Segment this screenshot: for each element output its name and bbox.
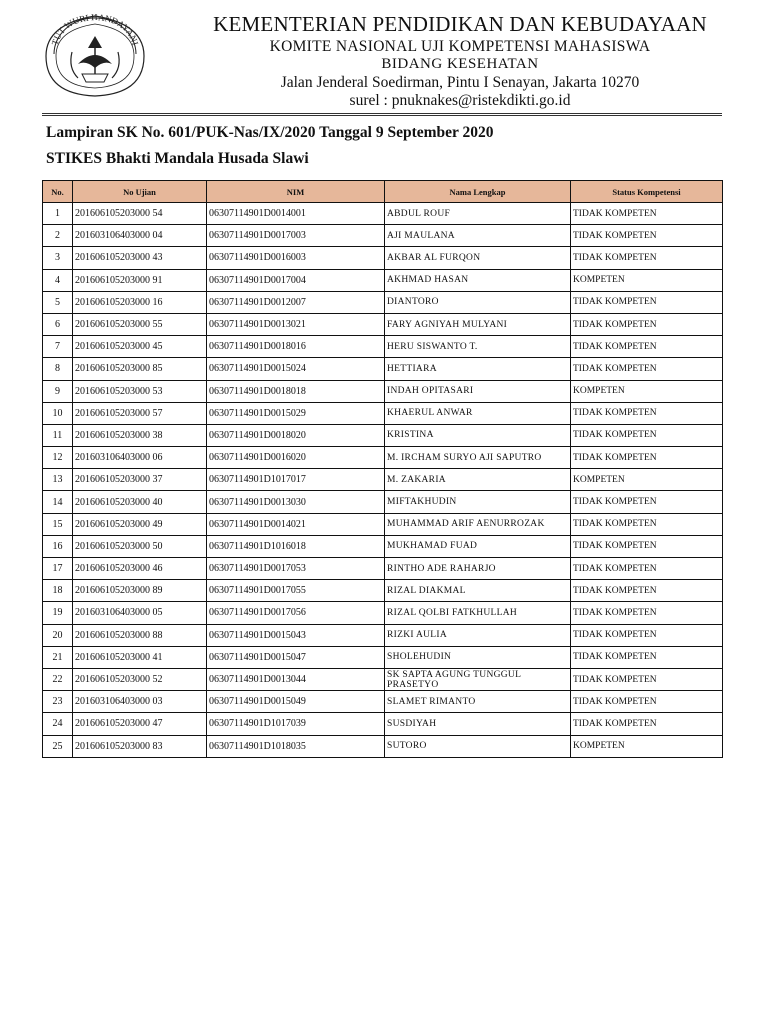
cell-ujian: 201606105203000 38	[73, 424, 207, 446]
table-row	[43, 402, 723, 424]
cell-status: TIDAK KOMPETEN	[571, 247, 723, 269]
cell-nama: SUSDIYAH	[385, 713, 571, 735]
cell-nim: 06307114901D0014021	[207, 513, 385, 535]
cell-nim: 06307114901D0017056	[207, 602, 385, 624]
table-row	[43, 225, 723, 247]
cell-nim: 06307114901D0015049	[207, 691, 385, 713]
table-row	[43, 313, 723, 335]
cell-nama: RIZAL DIAKMAL	[385, 580, 571, 602]
cell-no: 2	[43, 225, 73, 247]
cell-no: 10	[43, 402, 73, 424]
cell-nama: AKBAR AL FURQON	[385, 247, 571, 269]
table-row	[43, 358, 723, 380]
cell-status: KOMPETEN	[571, 380, 723, 402]
cell-nama: AJI MAULANA	[385, 225, 571, 247]
col-status: Status Kompetensi	[571, 181, 723, 203]
col-nama: Nama Lengkap	[385, 181, 571, 203]
cell-nim: 06307114901D0013030	[207, 491, 385, 513]
table-row	[43, 269, 723, 291]
cell-ujian: 201606105203000 54	[73, 203, 207, 225]
cell-ujian: 201606105203000 89	[73, 580, 207, 602]
cell-status: TIDAK KOMPETEN	[571, 646, 723, 668]
table-row	[43, 203, 723, 225]
table-row	[43, 491, 723, 513]
cell-no: 18	[43, 580, 73, 602]
cell-status: TIDAK KOMPETEN	[571, 535, 723, 557]
cell-nim: 06307114901D1017017	[207, 469, 385, 491]
cell-status: TIDAK KOMPETEN	[571, 713, 723, 735]
cell-ujian: 201603106403000 03	[73, 691, 207, 713]
cell-status: TIDAK KOMPETEN	[571, 558, 723, 580]
results-table	[42, 180, 723, 758]
cell-ujian: 201603106403000 05	[73, 602, 207, 624]
cell-status: TIDAK KOMPETEN	[571, 336, 723, 358]
table-row	[43, 735, 723, 757]
col-no-ujian: No Ujian	[73, 181, 207, 203]
cell-ujian: 201606105203000 49	[73, 513, 207, 535]
col-nim: NIM	[207, 181, 385, 203]
cell-no: 12	[43, 447, 73, 469]
cell-no: 7	[43, 336, 73, 358]
cell-status: KOMPETEN	[571, 269, 723, 291]
cell-status: TIDAK KOMPETEN	[571, 580, 723, 602]
cell-nim: 06307114901D0017055	[207, 580, 385, 602]
cell-ujian: 201606105203000 83	[73, 735, 207, 757]
cell-no: 24	[43, 713, 73, 735]
cell-ujian: 201606105203000 46	[73, 558, 207, 580]
header-divider	[42, 113, 722, 114]
table-row	[43, 602, 723, 624]
cell-status: TIDAK KOMPETEN	[571, 203, 723, 225]
cell-nim: 06307114901D1018035	[207, 735, 385, 757]
cell-ujian: 201606105203000 47	[73, 713, 207, 735]
institution-name: STIKES Bhakti Mandala Husada Slawi	[46, 150, 309, 167]
cell-nama: SUTORO	[385, 735, 571, 757]
table-row	[43, 558, 723, 580]
cell-nim: 06307114901D0014001	[207, 203, 385, 225]
cell-ujian: 201606105203000 91	[73, 269, 207, 291]
cell-ujian: 201606105203000 43	[73, 247, 207, 269]
table-row	[43, 424, 723, 446]
cell-nama: MUHAMMAD ARIF AENURROZAK	[385, 513, 571, 535]
cell-nama: FARY AGNIYAH MULYANI	[385, 313, 571, 335]
cell-nama: RIZAL QOLBI FATKHULLAH	[385, 602, 571, 624]
cell-no: 11	[43, 424, 73, 446]
cell-no: 3	[43, 247, 73, 269]
cell-nama: DIANTORO	[385, 291, 571, 313]
cell-nim: 06307114901D0015043	[207, 624, 385, 646]
cell-ujian: 201603106403000 06	[73, 447, 207, 469]
cell-status: TIDAK KOMPETEN	[571, 225, 723, 247]
cell-ujian: 201606105203000 37	[73, 469, 207, 491]
cell-ujian: 201606105203000 52	[73, 668, 207, 690]
cell-status: TIDAK KOMPETEN	[571, 291, 723, 313]
cell-ujian: 201606105203000 45	[73, 336, 207, 358]
cell-ujian: 201606105203000 88	[73, 624, 207, 646]
cell-nama: RIZKI AULIA	[385, 624, 571, 646]
cell-no: 25	[43, 735, 73, 757]
cell-nim: 06307114901D0015024	[207, 358, 385, 380]
table-row	[43, 447, 723, 469]
table-row	[43, 580, 723, 602]
cell-nim: 06307114901D1016018	[207, 535, 385, 557]
cell-nama: ABDUL ROUF	[385, 203, 571, 225]
cell-no: 9	[43, 380, 73, 402]
cell-no: 13	[43, 469, 73, 491]
cell-nama: INDAH OPITASARI	[385, 380, 571, 402]
cell-nama: SHOLEHUDIN	[385, 646, 571, 668]
cell-no: 8	[43, 358, 73, 380]
col-no: No.	[43, 181, 73, 203]
table-row	[43, 247, 723, 269]
cell-status: KOMPETEN	[571, 469, 723, 491]
cell-ujian: 201606105203000 40	[73, 491, 207, 513]
cell-status: TIDAK KOMPETEN	[571, 491, 723, 513]
cell-nim: 06307114901D1017039	[207, 713, 385, 735]
cell-no: 14	[43, 491, 73, 513]
cell-nama: M. ZAKARIA	[385, 469, 571, 491]
table-row	[43, 336, 723, 358]
cell-nama: HETTIARA	[385, 358, 571, 380]
cell-nim: 06307114901D0012007	[207, 291, 385, 313]
cell-nama: M. IRCHAM SURYO AJI SAPUTRO	[385, 447, 571, 469]
cell-no: 15	[43, 513, 73, 535]
address: Jalan Jenderal Soedirman, Pintu I Senayan, Jakarta 10270	[280, 74, 640, 91]
cell-ujian: 201606105203000 55	[73, 313, 207, 335]
cell-status: TIDAK KOMPETEN	[571, 513, 723, 535]
cell-nim: 06307114901D0017053	[207, 558, 385, 580]
cell-no: 6	[43, 313, 73, 335]
cell-nama: HERU SISWANTO T.	[385, 336, 571, 358]
cell-nim: 06307114901D0018018	[207, 380, 385, 402]
tut-wuri-handayani-logo	[42, 12, 148, 98]
table-row	[43, 668, 723, 690]
cell-nim: 06307114901D0016020	[207, 447, 385, 469]
cell-ujian: 201606105203000 85	[73, 358, 207, 380]
cell-no: 5	[43, 291, 73, 313]
committee-title: KOMITE NASIONAL UJI KOMPETENSI MAHASISWA	[269, 38, 651, 55]
cell-ujian: 201606105203000 41	[73, 646, 207, 668]
cell-no: 19	[43, 602, 73, 624]
cell-nama: KRISTINA	[385, 424, 571, 446]
cell-nama: AKHMAD HASAN	[385, 269, 571, 291]
cell-status: TIDAK KOMPETEN	[571, 447, 723, 469]
cell-no: 20	[43, 624, 73, 646]
table-row	[43, 691, 723, 713]
cell-nim: 06307114901D0017004	[207, 269, 385, 291]
cell-status: TIDAK KOMPETEN	[571, 624, 723, 646]
table-row	[43, 646, 723, 668]
cell-no: 16	[43, 535, 73, 557]
cell-status: TIDAK KOMPETEN	[571, 691, 723, 713]
cell-nim: 06307114901D0018020	[207, 424, 385, 446]
cell-status: TIDAK KOMPETEN	[571, 402, 723, 424]
cell-ujian: 201606105203000 50	[73, 535, 207, 557]
cell-no: 23	[43, 691, 73, 713]
email: surel : pnuknakes@ristekdikti.go.id	[349, 92, 571, 109]
cell-no: 21	[43, 646, 73, 668]
cell-status: KOMPETEN	[571, 735, 723, 757]
cell-nim: 06307114901D0013021	[207, 313, 385, 335]
cell-nama: SLAMET RIMANTO	[385, 691, 571, 713]
cell-nama: RINTHO ADE RAHARJO	[385, 558, 571, 580]
cell-no: 17	[43, 558, 73, 580]
table-row	[43, 624, 723, 646]
cell-nim: 06307114901D0013044	[207, 668, 385, 690]
cell-nama: SK SAPTA AGUNG TUNGGUL PRASETYO	[385, 668, 571, 690]
cell-nim: 06307114901D0018016	[207, 336, 385, 358]
cell-nama: MIFTAKHUDIN	[385, 491, 571, 513]
cell-nim: 06307114901D0015047	[207, 646, 385, 668]
ministry-title: KEMENTERIAN PENDIDIKAN DAN KEBUDAYAAN	[213, 12, 707, 36]
cell-nim: 06307114901D0017003	[207, 225, 385, 247]
cell-ujian: 201606105203000 16	[73, 291, 207, 313]
cell-ujian: 201606105203000 53	[73, 380, 207, 402]
cell-no: 4	[43, 269, 73, 291]
division-title: BIDANG KESEHATAN	[381, 56, 539, 72]
table-row	[43, 713, 723, 735]
cell-ujian: 201603106403000 04	[73, 225, 207, 247]
cell-status: TIDAK KOMPETEN	[571, 602, 723, 624]
cell-no: 22	[43, 668, 73, 690]
cell-nim: 06307114901D0016003	[207, 247, 385, 269]
cell-ujian: 201606105203000 57	[73, 402, 207, 424]
svg-text:TUT WURI HANDAYANI: TUT WURI HANDAYANI	[49, 12, 141, 47]
header-divider-2	[42, 115, 722, 116]
table-header-row	[43, 181, 723, 203]
cell-status: TIDAK KOMPETEN	[571, 668, 723, 690]
table-row	[43, 291, 723, 313]
table-row	[43, 469, 723, 491]
cell-status: TIDAK KOMPETEN	[571, 313, 723, 335]
decree-reference: Lampiran SK No. 601/PUK-Nas/IX/2020 Tanggal 9 September 2020	[46, 124, 494, 141]
cell-status: TIDAK KOMPETEN	[571, 358, 723, 380]
cell-nama: MUKHAMAD FUAD	[385, 535, 571, 557]
cell-no: 1	[43, 203, 73, 225]
cell-status: TIDAK KOMPETEN	[571, 424, 723, 446]
table-row	[43, 535, 723, 557]
table-row	[43, 513, 723, 535]
cell-nim: 06307114901D0015029	[207, 402, 385, 424]
table-row	[43, 380, 723, 402]
cell-nama: KHAERUL ANWAR	[385, 402, 571, 424]
